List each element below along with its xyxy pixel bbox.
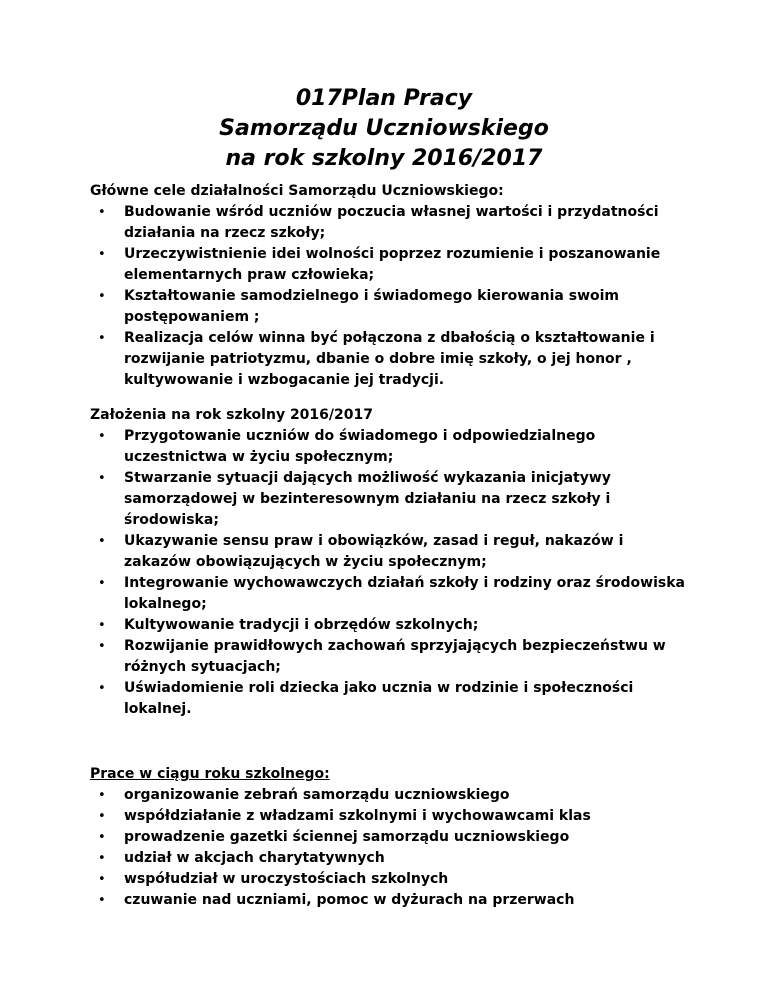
list-item — [90, 848, 690, 869]
section-yearly-work — [90, 764, 690, 911]
bullet-icon: • — [98, 576, 106, 591]
bullet-icon: • — [98, 851, 106, 866]
list-item — [90, 827, 690, 848]
bullet-icon: • — [98, 289, 106, 304]
list-item-text: czuwanie nad uczniami, pomoc w dyżurach na przerwach — [124, 892, 575, 908]
bullet-icon: • — [98, 639, 106, 654]
bullet-icon: • — [98, 331, 106, 346]
bullet-icon: • — [98, 893, 106, 908]
list-item-text: prowadzenie gazetki ściennej samorządu uczniowskiego — [124, 829, 570, 845]
list-item-text: współdziałanie z władzami szkolnymi i wychowawcami klas — [124, 808, 591, 824]
section-heading: Prace w ciągu roku szkolnego: — [90, 766, 330, 782]
list-item — [90, 636, 690, 678]
list-item-text: organizowanie zebrań samorządu uczniowskiego — [124, 787, 510, 803]
list-item — [90, 328, 690, 391]
section-assumptions — [90, 405, 690, 720]
bullet-icon: • — [98, 872, 106, 887]
section-heading: Założenia na rok szkolny 2016/2017 — [90, 407, 373, 423]
bullet-list — [90, 202, 690, 391]
list-item-text: Kształtowanie samodzielnego i świadomego kierowania swoim postępowaniem ; — [124, 288, 620, 325]
bullet-list — [90, 785, 690, 911]
list-item-text: Kultywowanie tradycji i obrzędów szkolnych; — [124, 617, 479, 633]
section-heading: Główne cele działalności Samorządu Uczniowskiego: — [90, 183, 504, 199]
list-item — [90, 244, 690, 286]
list-item — [90, 615, 690, 636]
list-item — [90, 468, 690, 531]
bullet-icon: • — [98, 205, 106, 220]
list-item-text: Realizacja celów winna być połączona z dbałością o kształtowanie i rozwijanie patriotyzmu, dbanie o dobre imię szkoły, o jej honor , kultywowanie i wzbogacanie jej tradycji. — [124, 330, 655, 388]
list-item-text: Ukazywanie sensu praw i obowiązków, zasad i reguł, nakazów i zakazów obowiązujących w życiu społecznym; — [124, 533, 624, 570]
list-item-text: Uświadomienie roli dziecka jako ucznia w rodzinie i społeczności lokalnej. — [124, 680, 634, 717]
document-title — [0, 84, 768, 174]
bullet-icon: • — [98, 247, 106, 262]
bullet-icon: • — [98, 534, 106, 549]
list-item-text: współudział w uroczystościach szkolnych — [124, 871, 449, 887]
list-item — [90, 869, 690, 890]
list-item — [90, 678, 690, 720]
list-item-text: Przygotowanie uczniów do świadomego i odpowiedzialnego uczestnictwa w życiu społecznym; — [124, 428, 596, 465]
title-line-3: na rok szkolny 2016/2017 — [225, 146, 543, 171]
list-item-text: udział w akcjach charytatywnych — [124, 850, 385, 866]
bullet-icon: • — [98, 429, 106, 444]
bullet-icon: • — [98, 681, 106, 696]
list-item — [90, 573, 690, 615]
list-item — [90, 426, 690, 468]
list-item — [90, 806, 690, 827]
list-item — [90, 202, 690, 244]
list-item — [90, 785, 690, 806]
title-line-1: 017Plan Pracy — [295, 86, 473, 111]
list-item — [90, 286, 690, 328]
bullet-icon: • — [98, 471, 106, 486]
section-main-goals — [90, 181, 690, 391]
title-line-2: Samorządu Uczniowskiego — [219, 116, 549, 141]
list-item-text: Budowanie wśród uczniów poczucia własnej wartości i przydatności działania na rzecz szkoły; — [124, 204, 659, 241]
list-item — [90, 890, 690, 911]
bullet-icon: • — [98, 809, 106, 824]
list-item-text: Integrowanie wychowawczych działań szkoły i rodziny oraz środowiska lokalnego; — [124, 575, 685, 612]
list-item-text: Rozwijanie prawidłowych zachowań sprzyjających bezpieczeństwu w różnych sytuacjach; — [124, 638, 666, 675]
list-item — [90, 531, 690, 573]
bullet-icon: • — [98, 618, 106, 633]
list-item-text: Urzeczywistnienie idei wolności poprzez rozumienie i poszanowanie elementarnych praw człowieka; — [124, 246, 661, 283]
bullet-icon: • — [98, 830, 106, 845]
bullet-list — [90, 426, 690, 720]
bullet-icon: • — [98, 788, 106, 803]
list-item-text: Stwarzanie sytuacji dających możliwość wykazania inicjatywy samorządowej w bezinteresownym działaniu na rzecz szkoły i środowiska; — [124, 470, 611, 528]
